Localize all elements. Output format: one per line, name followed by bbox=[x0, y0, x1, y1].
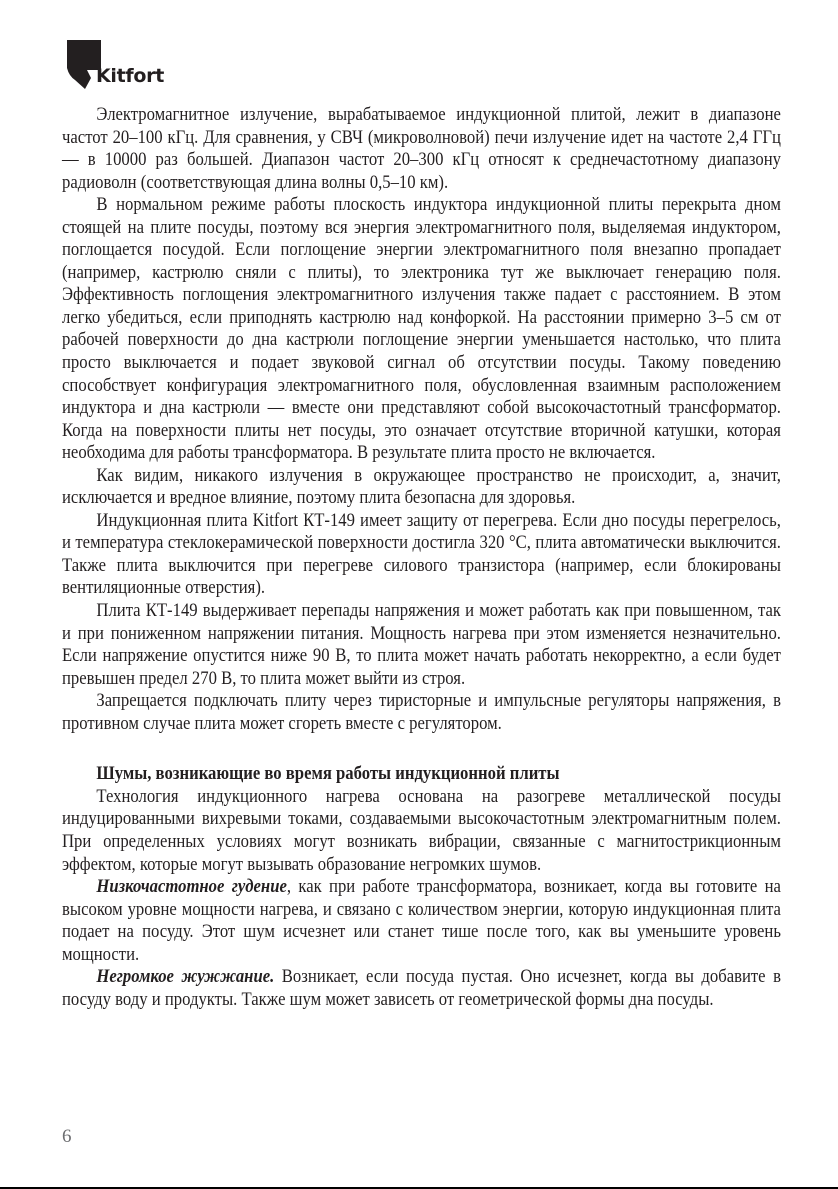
paragraph-regulator-warning: Запрещается подключать плиту через тиристорные и импульсные регуляторы напряжения, в противном случае плита может сгореть вместе с регулятором. bbox=[62, 690, 781, 734]
paragraph-low-frequency-hum bbox=[62, 876, 781, 966]
paragraph-emission-frequency: Электромагнитное излучение, вырабатываемое индукционной плитой, лежит в диапазоне частот 20–100 кГц. Для сравнения, у СВЧ (микроволновой) печи излучение идет на частоте 2,4 ГГц — в 10000 раз большей. Диапазон частот 20–300 кГц относят к среднечастотному диапазону радиоволн (соответствующая длина волны 0,5–10 км). bbox=[62, 104, 781, 193]
brand-name: Kitfort bbox=[96, 65, 164, 87]
document-body bbox=[62, 104, 781, 1134]
paragraph-no-radiation: Как видим, никакого излучения в окружающее пространство не происходит, а, значит, исключается и вредное влияние, поэтому плита безопасна для здоровья. bbox=[62, 464, 781, 509]
paragraph-noise-intro: Технология индукционного нагрева основана на разогреве металлической посуды индуцированными вихревыми токами, создаваемыми высокочастотным электромагнитным полем. При определенных условиях могут возникать вибрации, связанные с магнитострикционным эффектом, которые могут вызывать образование негромких шумов. bbox=[62, 785, 781, 875]
kitfort-logo bbox=[67, 40, 167, 90]
term-quiet-buzz: Негромкое жужжание. bbox=[96, 966, 275, 988]
paragraph-overheat-protection: Индукционная плита Kitfort КТ-149 имеет защиту от перегрева. Если дно посуды перегрелось, и температура стеклокерамической поверхности достигла 320 °С, плита автоматически выключится. Также плита выключится при перегреве силового транзистора (например, если блокированы вентиляционные отверстия). bbox=[62, 509, 781, 599]
page-number: 6 bbox=[62, 1126, 72, 1147]
paragraph-normal-operation: В нормальном режиме работы плоскость индуктора индукционной плиты перекрыта дном стоящей на плите посуды, поэтому вся энергия электромагнитного поля, выделяемая индуктором, поглощается посудой. Если поглощение энергии электромагнитного поля внезапно пропадает (например, кастрюлю сняли с плиты), то электроника тут же выключает генерацию поля. Эффективность поглощения электромагнитного излучения также падает с расстоянием. В этом легко убедиться, если приподнять кастрюлю над конфоркой. На расстоянии примерно 3–5 см от рабочей поверхности до дна кастрюли поглощение энергии уменьшается настолько, что плита просто выключается и подает звуковой сигнал об отсутствии посуды. Такому поведению способствует конфигурация электромагнитного поля, обусловленная взаимным расположением индуктора и дна кастрюли — вместе они представляют собой высокочастотный трансформатор. Когда на поверхности плиты нет посуды, это означает отсутствие вторичной катушки, которая необходима для работы трансформатора. В результате плита просто не включается. bbox=[62, 194, 781, 464]
section-spacer bbox=[62, 735, 781, 763]
paragraph-voltage-tolerance: Плита КТ-149 выдерживает перепады напряжения и может работать как при повышенном, так и при пониженном напряжении питания. Мощность нагрева при этом изменяется незначительно. Если напряжение опустится ниже 90 В, то плита может начать работать некорректно, а если будет превышен предел 270 В, то плита может выйти из строя. bbox=[62, 600, 781, 689]
paragraph-quiet-buzz bbox=[62, 966, 781, 1011]
section-heading-noises: Шумы, возникающие во время работы индукционной плиты bbox=[96, 763, 560, 785]
description-quiet-buzz: Возникает, если посуда пустая. Оно исчезнет, когда вы добавите в посуду воду и продукты. Также шум может зависеть от геометрической формы дна посуды. bbox=[62, 966, 781, 1010]
term-low-frequency-hum: Низкочастотное гудение bbox=[96, 876, 287, 898]
description-low-frequency-hum: , как при работе трансформатора, возникает, когда вы готовите на высоком уровне мощности нагрева, и связано с количеством энергии, которую индукционная плита подает на посуду. Этот шум исчезнет или станет тише после того, как вы уменьшите уровень мощности. bbox=[62, 876, 781, 965]
